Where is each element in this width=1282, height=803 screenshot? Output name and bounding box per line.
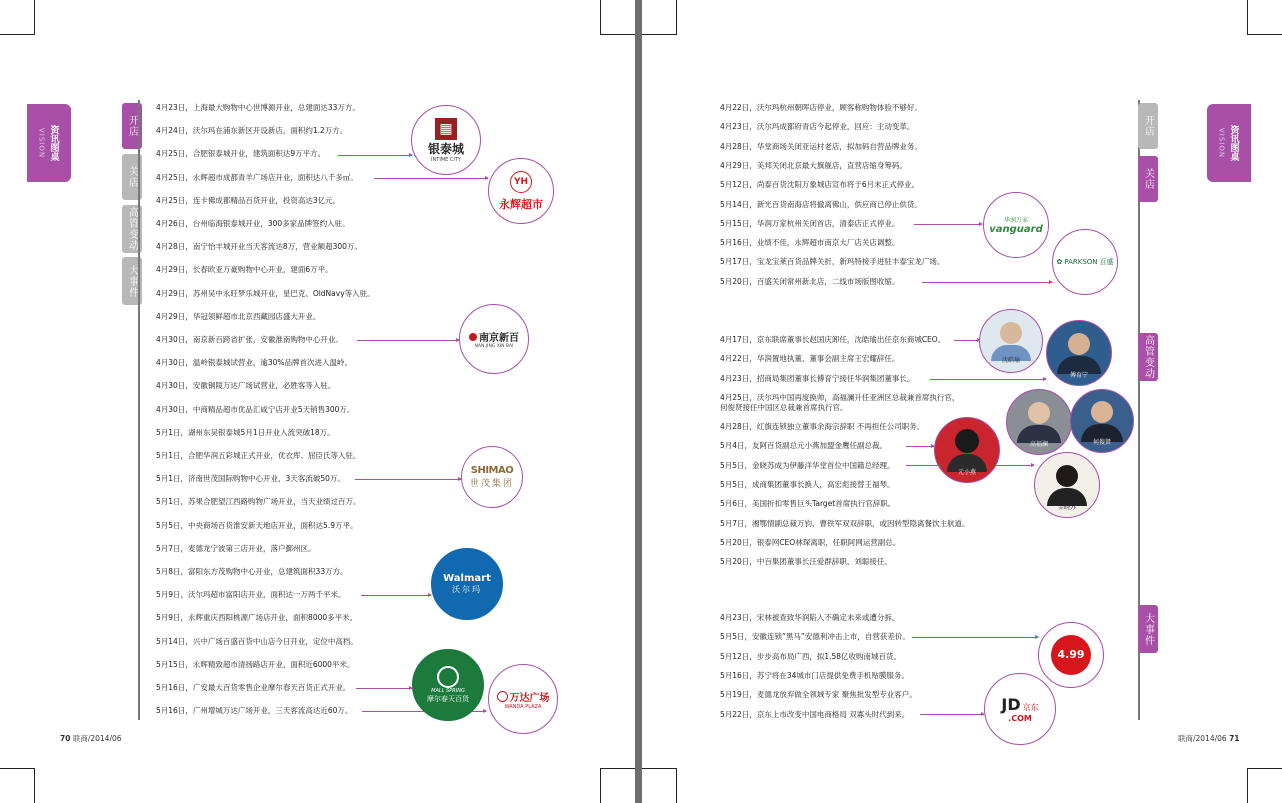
crop-mark bbox=[600, 0, 635, 35]
portrait-gao bbox=[1006, 389, 1072, 455]
news-item: 5月15日，华润万家杭州关闭首店，清泰店正式停业。 bbox=[720, 218, 900, 228]
news-item: 5月9日，永辉重庆西阳桃源广场店开业，面积8000多平米。 bbox=[156, 613, 358, 623]
news-item: 4月30日，南京新百跨省扩张，安徽淮南购物中心开业。 bbox=[156, 335, 343, 344]
logo-yonghui bbox=[488, 158, 554, 224]
news-item: 5月17日，宝龙宝莱百货品牌关折，新玛特接手进驻丰泰宝龙广场。 bbox=[720, 257, 945, 267]
tab-events[interactable]: 大事件 bbox=[1138, 605, 1158, 653]
logo-mallspring bbox=[412, 649, 484, 721]
news-item: 5月6日，美国折扣零售巨头Target首席执行官辞职。 bbox=[720, 499, 896, 508]
news-item: 5月12日，尚泰百货沈阳万象城店宣布将于6月末正式停业。 bbox=[720, 180, 920, 190]
logo-wanda bbox=[488, 664, 558, 734]
news-item: 4月30日，中商精品超市优品汇咸宁店开业5天销售300万。 bbox=[156, 404, 355, 414]
wanda-mark-icon bbox=[497, 691, 508, 702]
page-number: 70 bbox=[60, 734, 71, 743]
crop-mark bbox=[1247, 0, 1282, 35]
connector bbox=[374, 178, 488, 179]
portrait-jin bbox=[1034, 452, 1100, 518]
parkson-cn: 百盛 bbox=[1099, 258, 1114, 266]
news-item: 5月1日，苏果合肥望江西路购物广场开业，当天业绩过百万。 bbox=[156, 497, 361, 507]
yonghui-cn: 永辉超市 bbox=[499, 197, 543, 211]
mallspring-swirl-icon bbox=[437, 666, 459, 688]
left-page bbox=[0, 0, 635, 803]
section-brand bbox=[1207, 104, 1251, 182]
person-name: 傅育宁 bbox=[1069, 372, 1088, 379]
connector bbox=[914, 224, 982, 225]
yintai-en: INTIME CITY bbox=[431, 156, 461, 163]
wanda-en: WANDA PLAZA bbox=[504, 703, 542, 710]
news-item: 4月24日，沃尔玛在浦东新区开设新店，面积约1.2万方。 bbox=[156, 126, 348, 136]
news-item: 4月29日，苏州吴中永旺梦乐城开业，星巴克、OldNavy等入驻。 bbox=[156, 288, 375, 298]
logo-vanguard bbox=[983, 192, 1049, 258]
news-item: 5月7日，麦德龙宁波第三店开业，落户鄞州区。 bbox=[156, 543, 316, 553]
news-item: 4月29日，美邦关闭北京最大旗舰店，直营店缩身筹码。 bbox=[720, 160, 907, 170]
news-item: 4月30日，温岭银泰城试营业，逾30%品牌首次进入温岭。 bbox=[156, 358, 352, 368]
brand-subtitle: VISION bbox=[37, 127, 46, 159]
brand-subtitle: VISION bbox=[1217, 127, 1226, 159]
logo-499 bbox=[1038, 622, 1104, 688]
jd-en: .COM bbox=[1008, 714, 1032, 723]
person-icon bbox=[1091, 401, 1113, 423]
news-item: 5月16日，苏宁将在34城市门店提供免费手机贴膜服务。 bbox=[720, 670, 909, 680]
connector bbox=[922, 282, 1052, 283]
tab-events[interactable]: 大事件 bbox=[122, 257, 142, 305]
news-item: 4月29日，长春欧亚万豪购物中心开业，建面6万平。 bbox=[156, 265, 333, 275]
news-item: 5月20日，百盛关闭常州新北店，二线市场版图收缩。 bbox=[720, 276, 900, 286]
connector bbox=[356, 688, 412, 689]
tab-open[interactable]: 开店 bbox=[122, 103, 142, 149]
news-item: 4月28日，华堂商场关闭亚运村老店，拟加码自营品牌业务。 bbox=[720, 141, 922, 151]
crop-mark bbox=[642, 0, 677, 35]
news-item: 5月16日，业绩不佳，永辉超市南京大厂店关店调整。 bbox=[720, 238, 900, 248]
news-item: 5月16日，广州增城万达广场开业，三天客流高达近60万。 bbox=[156, 706, 353, 716]
news-item: 4月25日，合肥银泰城开业，建筑面积达9万平方。 bbox=[156, 149, 326, 159]
logo-jd bbox=[984, 673, 1056, 745]
tab-open[interactable]: 开店 bbox=[1138, 103, 1158, 149]
connector bbox=[906, 446, 934, 447]
news-item: 何俊贤接任中国区总裁兼首席执行官。 bbox=[720, 403, 848, 412]
page-folio bbox=[1178, 733, 1240, 744]
logo-parkson bbox=[1052, 229, 1118, 295]
news-item: 4月23日，沃尔玛成都府青店今起停业，回应：主动变革。 bbox=[720, 122, 915, 132]
news-item: 4月29日，华冠领鲜超市北京西藏园店盛大开业。 bbox=[156, 311, 321, 321]
tab-close[interactable]: 关店 bbox=[122, 154, 142, 200]
news-item: 5月1日，湖州东吴银泰城5月1日开业入流突破18万。 bbox=[156, 427, 335, 437]
logo-xinbai bbox=[459, 304, 529, 374]
person-icon bbox=[1028, 402, 1050, 424]
connector bbox=[357, 340, 459, 341]
connector bbox=[361, 595, 431, 596]
section-brand bbox=[27, 104, 71, 182]
connector bbox=[912, 637, 1038, 638]
connector bbox=[930, 379, 1046, 380]
jd-mark: JD bbox=[1001, 695, 1021, 714]
right-page bbox=[642, 0, 1282, 803]
connector bbox=[954, 340, 980, 341]
news-item: 5月1日，济南世茂国际购物中心开业，3天客流破50万。 bbox=[156, 474, 345, 484]
news-item: 4月23日，上海最大购物中心世博源开业，总建面达33万方。 bbox=[156, 103, 360, 112]
portrait-shen bbox=[979, 309, 1043, 373]
issue-label: 联商/2014/06 bbox=[72, 734, 122, 743]
crop-mark bbox=[600, 768, 635, 803]
jd-cn: 京东 bbox=[1022, 703, 1039, 712]
news-item: 4月26日，台州临海银泰城开业，300多家品牌签约入驻。 bbox=[156, 219, 350, 228]
news-item: 5月16日，广安最大百货零售企业摩尔春天百货正式开业。 bbox=[156, 683, 351, 692]
news-item: 5月9日，沃尔玛超市富阳店开业，面积达一万两千平米。 bbox=[156, 590, 346, 600]
xinbai-dot-icon bbox=[469, 333, 477, 341]
crop-mark bbox=[0, 0, 35, 35]
logo-shimao bbox=[461, 446, 523, 508]
shimao-mark: SHIMAO bbox=[470, 465, 514, 476]
issue-label: 联商/2014/06 bbox=[1178, 734, 1227, 743]
portrait-yuan bbox=[934, 417, 1000, 483]
page-number: 71 bbox=[1229, 734, 1240, 743]
news-item: 4月25日，永辉超市成都青羊广场店开业，面积达八千多㎡。 bbox=[156, 172, 358, 182]
news-item: 4月23日，宋林被查致华润陷入不确定未来或遭分拆。 bbox=[720, 613, 900, 622]
crop-mark bbox=[642, 768, 677, 803]
news-item: 5月19日，麦德龙放弃做全领域专家 聚焦批发型专业客户。 bbox=[720, 690, 917, 700]
news-item: 4月30日，安徽铜陵万达广场试营业，必胜客等入驻。 bbox=[156, 381, 336, 391]
news-item: 4月28日，南宁怡丰城开业当天客流达8万，营业额超300万。 bbox=[156, 242, 362, 252]
person-name: 金晓苏 bbox=[1057, 504, 1076, 511]
person-name: 沈皓瑜 bbox=[1001, 357, 1020, 364]
connector bbox=[338, 155, 412, 156]
wanda-cn: 万达广场 bbox=[509, 692, 550, 704]
shimao-cn: 世茂集团 bbox=[469, 479, 514, 489]
person-icon bbox=[1056, 465, 1078, 487]
yintai-cn: 银泰城 bbox=[427, 141, 464, 156]
499-mark: 4.99 bbox=[1051, 635, 1091, 675]
person-name: 高福澜 bbox=[1029, 441, 1048, 448]
xinbai-cn: 南京新百 bbox=[479, 333, 519, 344]
brand-title: 资讯图桌 bbox=[1228, 125, 1239, 161]
news-item: 5月1日，合肥华润五彩城正式开业，优衣库、屈臣氏等入驻。 bbox=[156, 451, 361, 460]
mallspring-en: MALL SPRING bbox=[431, 688, 465, 694]
page-folio bbox=[60, 733, 122, 744]
xinbai-en: NAN JING XIN BAI bbox=[474, 344, 514, 349]
news-item: 4月28日，红旗连锁独立董事余海宗辞职 不再担任公司职务。 bbox=[720, 422, 925, 431]
news-item: 5月5日，中央商场百货淮安新天地店开业，面积达5.9万平。 bbox=[156, 520, 358, 530]
yonghui-mark: YH bbox=[510, 171, 532, 193]
connector bbox=[355, 479, 461, 480]
crop-mark bbox=[1247, 768, 1282, 803]
brand-title: 资讯图桌 bbox=[48, 125, 59, 161]
news-item: 5月8日，富阳东方茂购物中心开业，总建筑面积33万方。 bbox=[156, 567, 348, 576]
portrait-fu bbox=[1046, 320, 1112, 386]
person-icon bbox=[1068, 333, 1090, 355]
news-item: 5月14日，兴中广场百盛百货中山店今日开业，定位中高档。 bbox=[156, 636, 358, 646]
news-item: 5月5日，金晓苏成为伊藤洋华堂首位中国籍总经理。 bbox=[720, 461, 895, 470]
portrait-he bbox=[1070, 389, 1134, 453]
parkson-en: PARKSON bbox=[1064, 258, 1098, 266]
news-item: 5月5日，成商集团董事长换人，高宏彪接替王福琴。 bbox=[720, 480, 895, 489]
vanguard-cn: 华润万家 bbox=[1003, 217, 1028, 224]
tab-exec[interactable]: 高管变动 bbox=[1138, 333, 1158, 381]
walmart-cn: 沃尔玛 bbox=[452, 585, 482, 594]
news-item: 5月22日，京东上市改变中国电商格局 双寡头时代到来。 bbox=[720, 709, 910, 719]
news-item: 4月22日，沃尔玛杭州朝晖店停业，顾客称购物体验不够好。 bbox=[720, 103, 922, 112]
connector bbox=[920, 714, 984, 715]
mallspring-cn: 摩尔春天百货 bbox=[427, 695, 469, 703]
news-item: 5月20日，银泰网CEO林琛离职，任职阿网运营副总。 bbox=[720, 538, 901, 547]
news-item: 5月12日，步步高布局广西，拟1.58亿收购南城百货。 bbox=[720, 651, 902, 661]
vanguard-en: vanguard bbox=[989, 224, 1043, 235]
person-icon bbox=[1000, 322, 1022, 344]
logo-walmart bbox=[431, 548, 503, 620]
news-item: 5月4日，友阿百货副总元小燕加盟金鹰任副总裁。 bbox=[720, 441, 888, 450]
tab-close[interactable]: 关店 bbox=[1138, 156, 1158, 202]
timeline-rule bbox=[138, 100, 140, 720]
crop-mark bbox=[0, 768, 35, 803]
person-name: 何俊贤 bbox=[1092, 439, 1111, 446]
person-name: 元小燕 bbox=[957, 469, 976, 476]
parkson-flower-icon: ✿ bbox=[1056, 258, 1063, 266]
news-item: 4月25日，沃尔玛中国再度换帅，高福澜升任亚洲区总裁兼首席执行官， bbox=[720, 393, 960, 402]
news-item: 4月23日，招商局集团董事长傅育宁接任华润集团董事长。 bbox=[720, 374, 915, 383]
yintai-mark-icon: ▦ bbox=[435, 118, 457, 140]
news-item: 5月5日，安徽连锁“黑马”安德利冲击上市，自营获差价。 bbox=[720, 632, 910, 642]
news-item: 5月20日，中百集团董事长汪爱群辞职，刘聪接任。 bbox=[720, 557, 892, 566]
news-item: 5月14日，新光百货南海店将撤离佛山，供应商已停止供货。 bbox=[720, 199, 922, 209]
news-item: 4月17日，京东联席董事长赵国庆卸任，沈皓瑜出任京东商城CEO。 bbox=[720, 335, 946, 344]
walmart-en: Walmart bbox=[443, 573, 491, 584]
news-item: 4月25日，连卡佛成都精品百货开业，投资高达3亿元。 bbox=[156, 195, 341, 205]
tab-exec[interactable]: 高管变动 bbox=[122, 205, 142, 253]
news-item: 5月15日，永辉精致超市清扬路店开业，面积近6000平米。 bbox=[156, 659, 355, 669]
logo-yintai bbox=[411, 105, 481, 175]
news-item: 4月22日，华润置地执董、董事会副主席王宏耀辞任。 bbox=[720, 354, 900, 363]
news-item: 5月7日，湘鄂情副总裁万钧、曹铁军双双辞职，或因转型隐离餐饮主航道。 bbox=[720, 519, 970, 528]
person-icon bbox=[955, 429, 979, 453]
